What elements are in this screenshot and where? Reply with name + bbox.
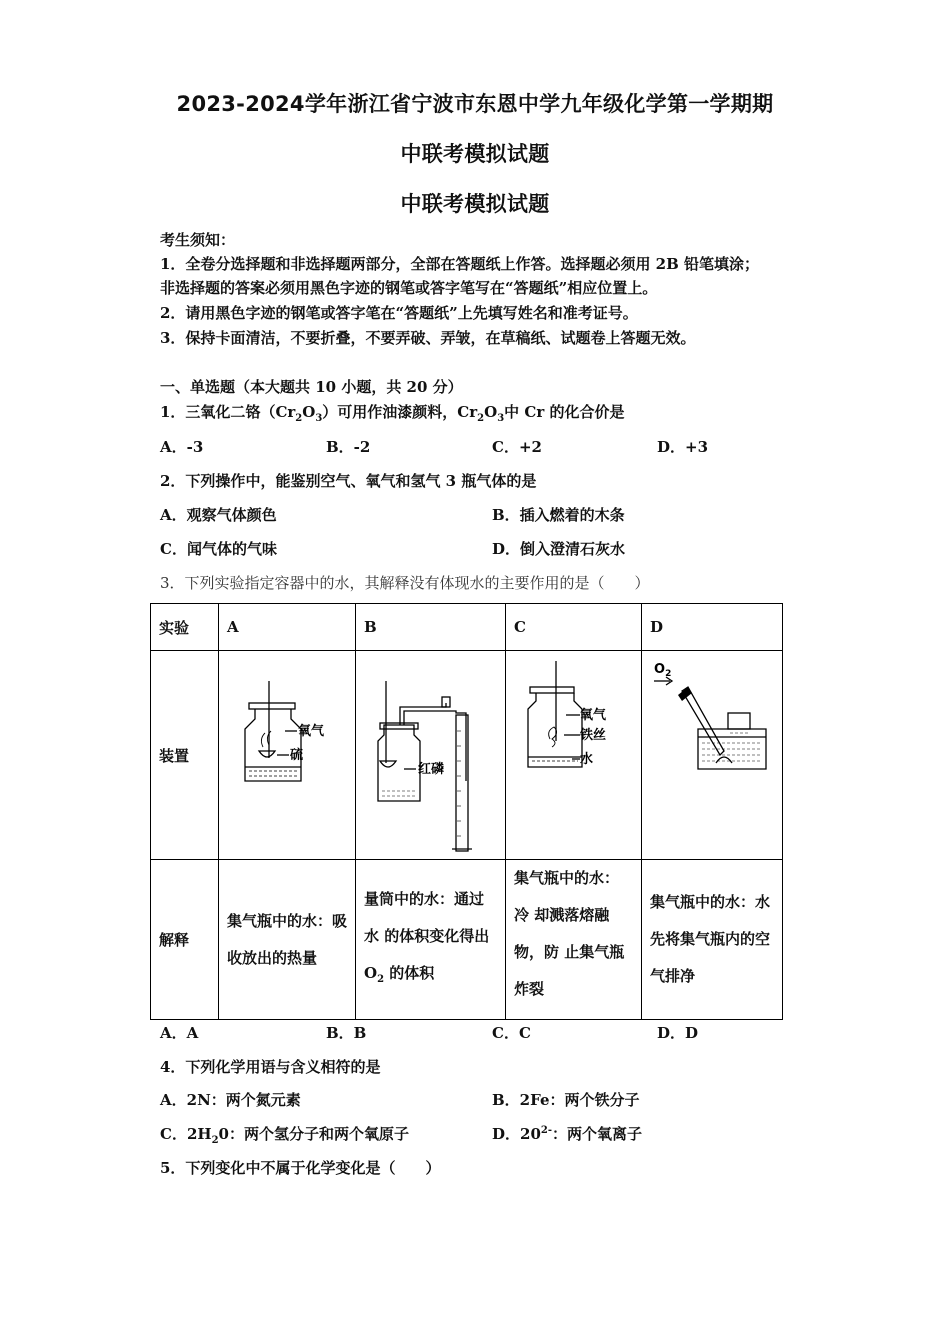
- question-1-option-a: A．-3: [160, 438, 204, 456]
- label-oxygen-a: 氧气: [298, 724, 325, 739]
- question-4-option-d: D．$20^{2-}$：两个氧离子: [492, 1125, 643, 1143]
- explain-b: 量筒中的水：通过水 的体积变化得出 $O_2$ 的体积: [356, 860, 506, 1020]
- question-3-option-a: A．A: [160, 1024, 199, 1042]
- question-3-option-b: B．B: [326, 1024, 367, 1042]
- question-3-option-d: D．D: [657, 1024, 699, 1042]
- question-4-option-b: B．2Fe：两个铁分子: [492, 1091, 640, 1109]
- question-1-option-d: D．+3: [657, 438, 709, 456]
- question-1-stem: 1．三氧化二铬$(Cr_2O_3)$可用作油漆颜料，$Cr_2O_3$中 Cr 的化合价是: [160, 403, 625, 424]
- explain-a: 集气瓶中的水：吸 收放出的热量: [219, 860, 356, 1020]
- question-1-option-b: B．-2: [326, 438, 371, 456]
- notice-item-1b: 非选择题的答案必须用黑色字迹的钢笔或答字笔写在“答题纸”相应位置上。: [160, 279, 658, 297]
- question-2-stem: 2．下列操作中，能鉴别空气、氧气和氢气 3 瓶气体的是: [160, 472, 537, 490]
- question-3-stem: 3．下列实验指定容器中的水，其解释没有体现水的主要作用的是（ ）: [160, 574, 650, 592]
- label-water-c: 水: [580, 752, 594, 767]
- label-red-phosphorus: 红磷: [418, 762, 445, 777]
- sulfur-combustion-diagram: [219, 651, 355, 855]
- question-4-option-a: A．2N：两个氮元素: [160, 1091, 301, 1109]
- explain-c: 集气瓶中的水：冷 却溅落熔融物，防 止集气瓶炸裂: [506, 860, 642, 1020]
- row-label-device: 装置: [151, 651, 219, 860]
- question-2-option-d: D．倒入澄清石灰水: [492, 540, 626, 558]
- experiment-table: [150, 603, 783, 1020]
- table-header-c: C: [506, 604, 642, 651]
- question-2-option-a: A．观察气体颜色: [160, 506, 277, 524]
- question-4-stem: 4．下列化学用语与含义相符的是: [160, 1058, 381, 1076]
- device-c-cell: [506, 651, 642, 860]
- table-header-experiment: 实验: [151, 604, 219, 651]
- section-heading: 一、单选题（本大题共 10 小题，共 20 分）: [160, 378, 463, 396]
- exam-title-line2: 中联考模拟试题: [400, 142, 550, 166]
- phosphorus-combustion-diagram: [356, 651, 505, 855]
- device-d-cell: [642, 651, 783, 860]
- iron-combustion-diagram: [506, 651, 641, 855]
- row-label-explain: 解释: [151, 860, 219, 1020]
- notice-heading: 考生须知：: [160, 231, 236, 249]
- question-3-option-c: C．C: [492, 1024, 531, 1042]
- label-oxygen-c: 氧气: [580, 708, 607, 723]
- label-oxygen-d: $O_2$: [654, 662, 672, 679]
- exam-title-line1: 2023-2024学年浙江省宁波市东恩中学九年级化学第一学期期: [176, 92, 774, 116]
- table-header-b: B: [356, 604, 506, 651]
- notice-item-2: 2．请用黑色字迹的钢笔或答字笔在“答题纸”上先填写姓名和准考证号。: [160, 304, 638, 322]
- notice-item-1a: 1．全卷分选择题和非选择题两部分，全部在答题纸上作答。选择题必须用 2B 铅笔填涂；: [160, 255, 760, 273]
- table-header-a: A: [219, 604, 356, 651]
- exam-title-line3: 中联考模拟试题: [400, 192, 550, 216]
- question-4-option-c: C．$2H_20$：两个氢分子和两个氧原子: [160, 1125, 409, 1146]
- question-2-option-c: C．闻气体的气味: [160, 540, 277, 558]
- question-5-stem: 5．下列变化中不属于化学变化是（ ）: [160, 1159, 441, 1177]
- notice-item-3: 3．保持卡面清洁，不要折叠，不要弄破、弄皱，在草稿纸、试题卷上答题无效。: [160, 329, 696, 347]
- question-2-option-b: B．插入燃着的木条: [492, 506, 625, 524]
- label-sulfur: 硫: [290, 748, 304, 763]
- device-b-cell: [356, 651, 506, 860]
- label-iron-wire: 铁丝: [580, 728, 607, 743]
- table-header-d: D: [642, 604, 783, 651]
- question-1-option-c: C．+2: [492, 438, 542, 456]
- explain-d: 集气瓶中的水：水 先将集气瓶内的空 气排净: [642, 860, 783, 1020]
- gas-collection-diagram: [642, 651, 782, 855]
- device-a-cell: [219, 651, 356, 860]
